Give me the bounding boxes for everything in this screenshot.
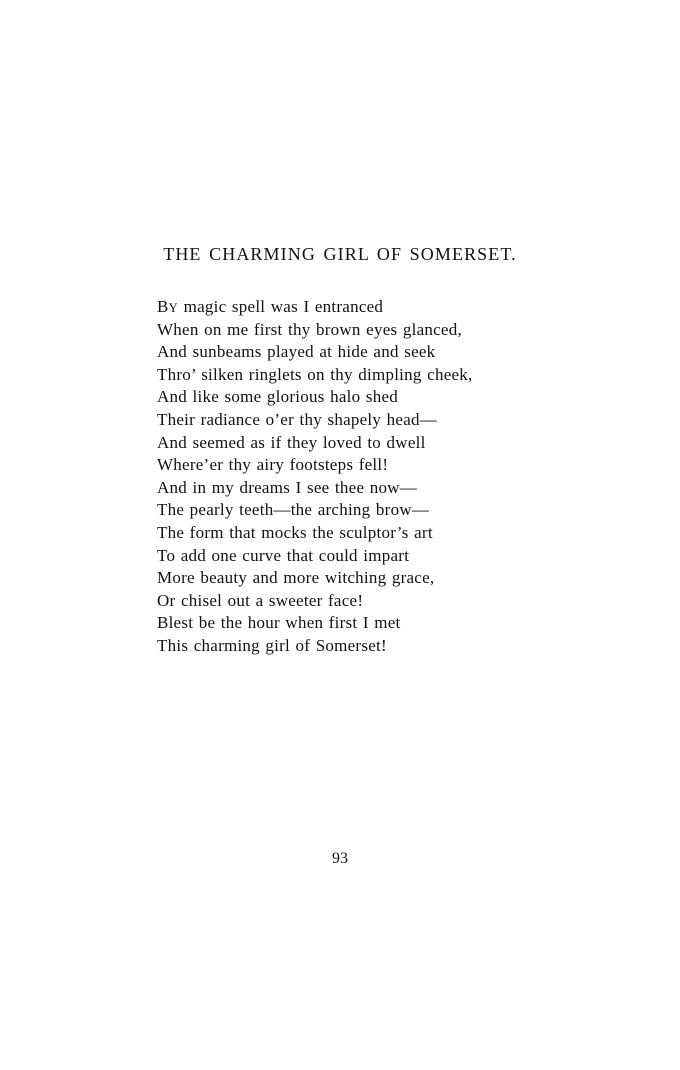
poem-line: The form that mocks the sculptor’s art <box>157 522 433 542</box>
poem-line: And sunbeams played at hide and seek <box>157 342 436 362</box>
page-number: 93 <box>332 850 348 867</box>
poem-line: To add one curve that could impart <box>157 545 410 565</box>
poem-line: This charming girl of Somerset! <box>157 635 387 655</box>
poem-line: Thro’ silken ringlets on thy dimpling cheek, <box>157 364 473 384</box>
first-line-text: magic spell was I entranced <box>178 297 384 316</box>
poem-line: Blest be the hour when first I met <box>157 613 401 633</box>
poem-body <box>157 296 473 658</box>
poem-line: And in my dreams I see thee now— <box>157 477 418 497</box>
poem-line-1 <box>157 296 473 319</box>
small-caps-letter: Y <box>168 301 179 315</box>
poem-line: Their radiance o’er thy shapely head— <box>157 409 437 429</box>
poem-line: More beauty and more witching grace, <box>157 568 435 588</box>
poem-line: When on me first thy brown eyes glanced, <box>157 319 462 339</box>
drop-initial: B <box>157 297 169 316</box>
poem-line: The pearly teeth—the arching brow— <box>157 500 430 520</box>
poem-line: And like some glorious halo shed <box>157 387 399 407</box>
poem-title: THE CHARMING GIRL OF SOMERSET. <box>163 244 517 264</box>
poem-line: Where’er thy airy footsteps fell! <box>157 455 389 475</box>
poem-line: And seemed as if they loved to dwell <box>157 432 426 452</box>
poem-line: Or chisel out a sweeter face! <box>157 590 364 610</box>
